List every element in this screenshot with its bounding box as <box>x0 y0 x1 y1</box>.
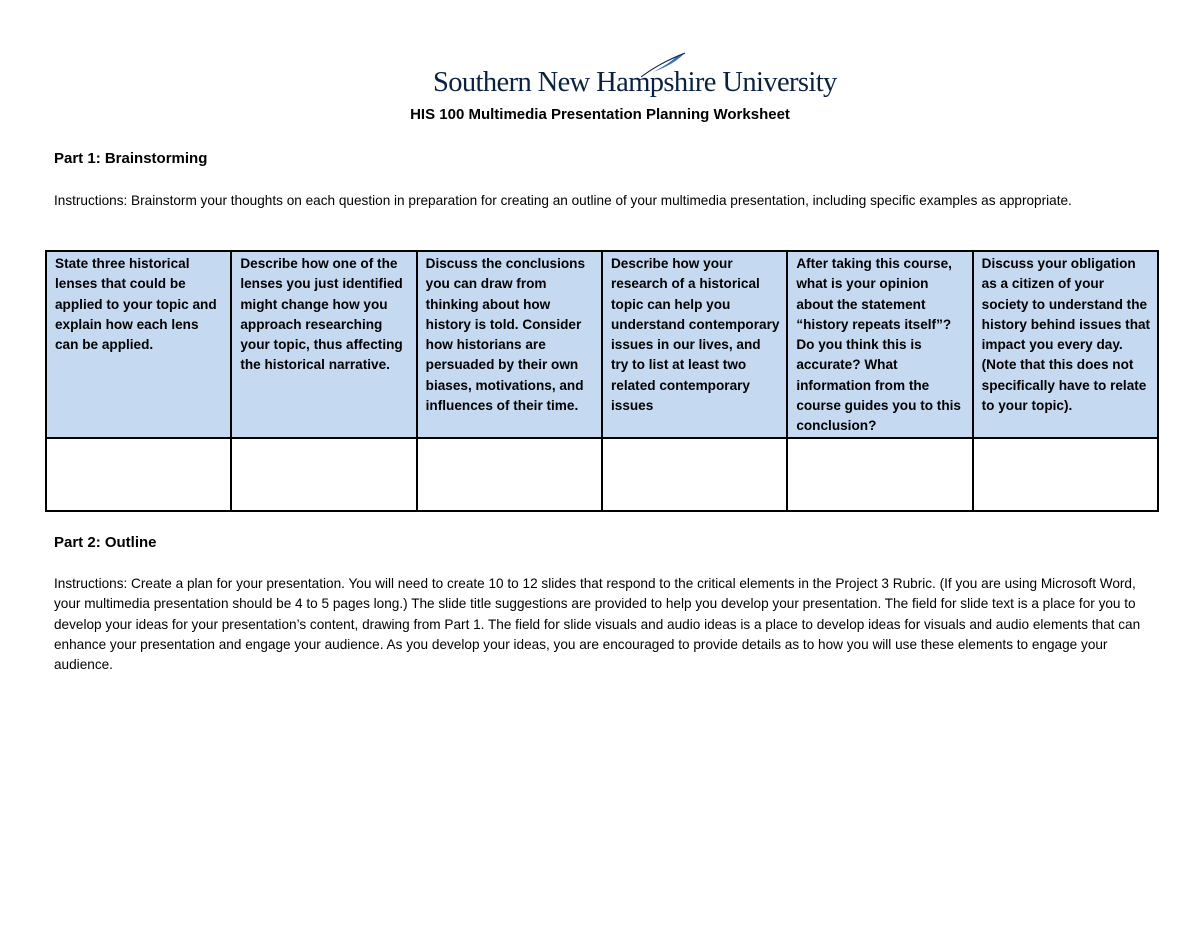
answer-cell[interactable] <box>231 438 416 511</box>
part1-instructions: Instructions: Brainstorm your thoughts on each question in preparation for creating an outline of your multimedia presentation, including specific examples as appropriate. <box>54 193 1072 208</box>
table-header-cell: Describe how one of the lenses you just identified might change how you approach researching your topic, thus affecting the historical narrative. <box>231 251 416 438</box>
part2-heading: Part 2: Outline <box>54 534 157 551</box>
brainstorming-table <box>45 250 1159 512</box>
part2-instructions: Instructions: Create a plan for your presentation. You will need to create 10 to 12 slides that respond to the critical elements in the Project 3 Rubric. (If you are using Microsoft Word, your multimedia presentation should be 4 to 5 pages long.) The slide title suggestions are provided to help you develop your presentation. The field for slide text is a place for you to develop your ideas for your presentation’s content, drawing from Part 1. The field for slide visuals and audio ideas is a place to develop ideas for visuals and audio elements that can enhance your presentation and engage your audience. As you develop your ideas, you are encouraged to provide details as to how you will use these elements to engage your audience. <box>54 576 1141 673</box>
answer-cell[interactable] <box>46 438 231 511</box>
table-header-cell: After taking this course, what is your opinion about the statement “history repeats itself”? Do you think this is accurate? What information from the course guides you to this conclusion? <box>787 251 972 438</box>
answer-cell[interactable] <box>417 438 602 511</box>
table-header-cell: Describe how your research of a historical topic can help you understand contemporary issues in our lives, and try to list at least two related contemporary issues <box>602 251 787 438</box>
answer-cell[interactable] <box>602 438 787 511</box>
document-title: HIS 100 Multimedia Presentation Planning Worksheet <box>410 106 790 123</box>
table-row <box>46 438 1158 511</box>
answer-cell[interactable] <box>787 438 972 511</box>
answer-cell[interactable] <box>973 438 1158 511</box>
table-header-cell: State three historical lenses that could be applied to your topic and explain how each lens can be applied. <box>46 251 231 438</box>
table-header-cell: Discuss your obligation as a citizen of your society to understand the history behind issues that impact you every day. (Note that this does not specifically have to relate to your topic). <box>973 251 1158 438</box>
table-header-cell: Discuss the conclusions you can draw from thinking about how history is told. Consider how historians are persuaded by their own biases, motivations, and influences of their time. <box>417 251 602 438</box>
part1-heading: Part 1: Brainstorming <box>54 150 208 167</box>
university-logo <box>433 52 837 106</box>
logo-wordmark: Southern New Hampshire University <box>433 67 837 98</box>
table-header-row <box>46 251 1158 438</box>
